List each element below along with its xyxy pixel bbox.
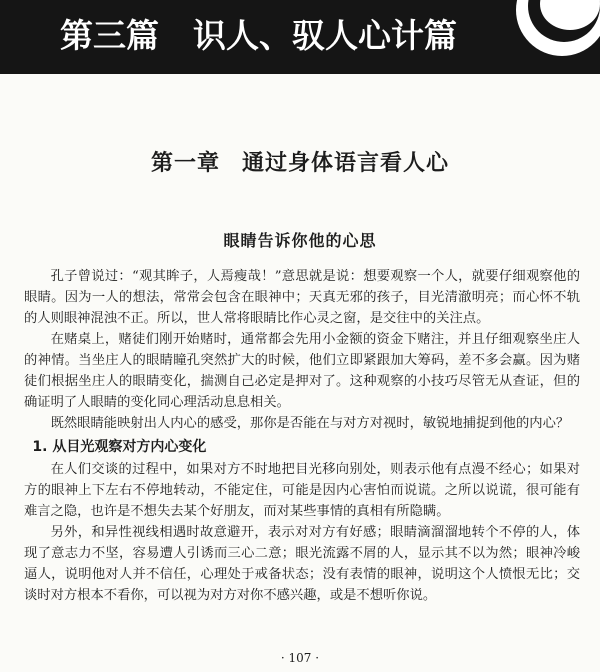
chapter-label: 第一章: [150, 151, 220, 176]
chapter-heading: [0, 146, 600, 177]
part-label: 第三篇: [60, 16, 159, 55]
part-title: 识人、驭人心计篇: [193, 16, 457, 55]
body-text: [24, 266, 580, 606]
paragraph: 在赌桌上，赌徒们刚开始赌时，通常都会先用小金额的资金下赌注，并且仔细观察坐庄人的神情。当坐庄人的眼睛瞳孔突然扩大的时候，他们立即紧跟加大筹码，差不多会赢。因为赌徒们根据坐庄人的眼睛变化，揣测自己必定是押对了。这种观察的小技巧尽管无从查证，但的确证明了人眼睛的变化同心理活动息息相关。: [24, 332, 580, 410]
paragraph: 在人们交谈的过程中，如果对方不时地把目光移向别处，则表示他有点漫不经心；如果对方的眼神上下左右不停地转动，不能定住，可能是因内心害怕而说谎。之所以说谎，很可能有难言之隐，也许是不想失去某个好朋友，而对某些事情的真相有所隐瞒。: [24, 462, 580, 519]
paragraph: 孔子曾说过：“观其眸子，人焉瘦哉！”意思就是说：想要观察一个人，就要仔细观察他的眼睛。因为一人的想法，常常会包含在眼神中；天真无邪的孩子，目光清澈明亮；而心怀不轨的人则眼神混浊不正。所以，世人常将眼睛比作心灵之窗，是交往中的关注点。: [24, 269, 580, 326]
subsection-title: 1. 从目光观察对方内心变化: [32, 439, 207, 455]
paragraph: 既然眼睛能映射出人内心的感受，那你是否能在与对方对视时，敏锐地捕捉到他的内心？: [50, 416, 570, 431]
part-heading: [60, 10, 457, 62]
part-banner: [0, 0, 600, 74]
page-number: · 107 ·: [280, 651, 320, 665]
section-title: 眼睛告诉你他的心思: [223, 231, 377, 250]
chapter-title: 通过身体语言看人心: [242, 151, 450, 176]
paragraph: 另外，和异性视线相遇时故意避开，表示对对方有好感；眼睛滴溜溜地转个不停的人，体现了意志力不坚，容易遭人引诱而三心二意；眼光流露不屑的人，显示其不以为然；眼神冷峻逼人，说明他对人并不信任，心理处于戒备状态；没有表情的眼神，说明这个人愤恨无比；交谈时对方根本不看你，可以视为对方对你不感兴趣，或是不想听你说。: [24, 525, 580, 603]
